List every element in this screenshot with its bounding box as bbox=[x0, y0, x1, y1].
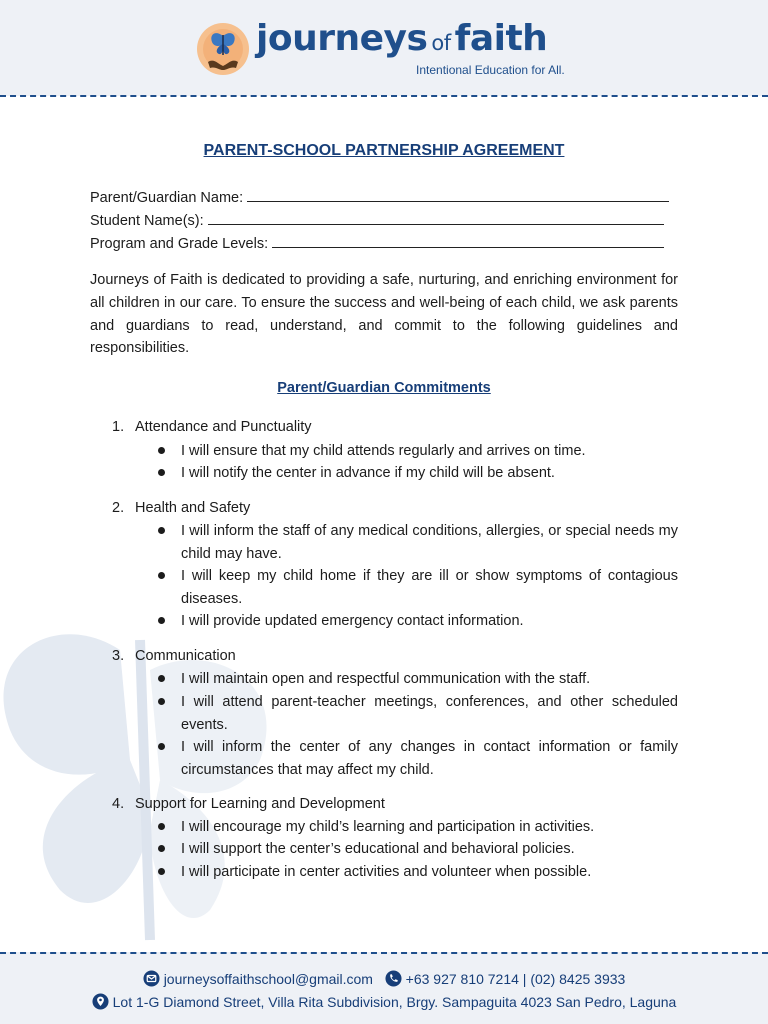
commitment-heading bbox=[112, 796, 385, 812]
bullet-icon bbox=[158, 469, 165, 476]
list-item: I will inform the staff of any medical conditions, allergies, or special needs my child may have. bbox=[181, 520, 678, 565]
student-name-blank[interactable] bbox=[208, 211, 664, 225]
list-item: I will participate in center activities and volunteer when possible. bbox=[181, 861, 678, 884]
brand-tagline: Intentional Education for All. bbox=[416, 63, 565, 77]
footer-band bbox=[0, 952, 768, 1024]
bullet-icon bbox=[158, 845, 165, 852]
bullet-icon bbox=[158, 675, 165, 682]
section-title: Parent/Guardian Commitments bbox=[277, 380, 491, 396]
brand-word-faith: faith bbox=[454, 18, 548, 59]
commitment-heading bbox=[112, 419, 312, 435]
location-pin-icon bbox=[92, 993, 109, 1010]
list-item: I will encourage my child’s learning and participation in activities. bbox=[181, 816, 678, 839]
field-label: Program and Grade Levels: bbox=[90, 236, 269, 252]
list-item: I will keep my child home if they are ill or show symptoms of contagious diseases. bbox=[181, 565, 678, 610]
commitment-title: Support for Learning and Development bbox=[135, 796, 385, 812]
commitment-title: Health and Safety bbox=[135, 500, 251, 516]
bullet-icon bbox=[158, 527, 165, 534]
list-item: I will maintain open and respectful communication with the staff. bbox=[181, 668, 678, 691]
brand-word-of: of bbox=[431, 31, 451, 55]
student-name-field bbox=[90, 211, 664, 229]
butterfly-logo-icon bbox=[196, 22, 250, 76]
list-item: I will notify the center in advance if my child will be absent. bbox=[181, 462, 678, 485]
list-item: I will inform the center of any changes in contact information or family circumstances that may affect my child. bbox=[181, 736, 678, 781]
list-item: I will ensure that my child attends regularly and arrives on time. bbox=[181, 440, 678, 463]
bullet-icon bbox=[158, 698, 165, 705]
phone-icon bbox=[385, 970, 402, 987]
email-icon bbox=[143, 970, 160, 987]
parent-name-blank[interactable] bbox=[247, 188, 669, 202]
commitment-number: 3. bbox=[112, 648, 125, 664]
document-title: PARENT-SCHOOL PARTNERSHIP AGREEMENT bbox=[203, 142, 565, 159]
bullet-icon bbox=[158, 617, 165, 624]
parent-name-field bbox=[90, 188, 669, 206]
bullet-icon bbox=[158, 447, 165, 454]
bullet-icon bbox=[158, 743, 165, 750]
program-grade-blank[interactable] bbox=[272, 234, 664, 248]
intro-paragraph: Journeys of Faith is dedicated to providing a safe, nurturing, and enriching environment for all children in our care. To ensure the success and well-being of each child, we ask parents and guardians to read, understand, and commit to the following guidelines and responsibilities. bbox=[90, 272, 678, 357]
program-grade-field bbox=[90, 234, 664, 252]
commitment-title: Communication bbox=[135, 648, 236, 664]
footer-address-line bbox=[0, 993, 768, 1010]
commitment-title: Attendance and Punctuality bbox=[135, 419, 312, 435]
footer-divider bbox=[0, 952, 768, 954]
list-item: I will support the center’s educational and behavioral policies. bbox=[181, 838, 678, 861]
footer-address: Lot 1-G Diamond Street, Villa Rita Subdivision, Brgy. Sampaguita 4023 San Pedro, Laguna bbox=[112, 994, 677, 1010]
bullet-icon bbox=[158, 823, 165, 830]
commitment-heading bbox=[112, 500, 250, 516]
brand-wordmark bbox=[256, 18, 547, 66]
list-item: I will provide updated emergency contact information. bbox=[181, 610, 678, 633]
field-label: Parent/Guardian Name: bbox=[90, 190, 244, 206]
brand-word-journeys: journeys bbox=[256, 18, 428, 59]
list-item: I will attend parent-teacher meetings, conferences, and other scheduled events. bbox=[181, 691, 678, 736]
brand-logo bbox=[196, 18, 576, 80]
footer-phone[interactable]: +63 927 810 7214 | (02) 8425 3933 bbox=[405, 971, 626, 987]
footer-email[interactable]: journeysoffaithschool@gmail.com bbox=[163, 971, 373, 987]
header-divider bbox=[0, 95, 768, 97]
field-label: Student Name(s): bbox=[90, 213, 204, 229]
commitment-heading bbox=[112, 648, 236, 664]
commitment-number: 4. bbox=[112, 796, 125, 812]
commitment-number: 2. bbox=[112, 500, 125, 516]
commitment-number: 1. bbox=[112, 419, 125, 435]
bullet-icon bbox=[158, 572, 165, 579]
footer-contact-line bbox=[0, 970, 768, 987]
bullet-icon bbox=[158, 868, 165, 875]
